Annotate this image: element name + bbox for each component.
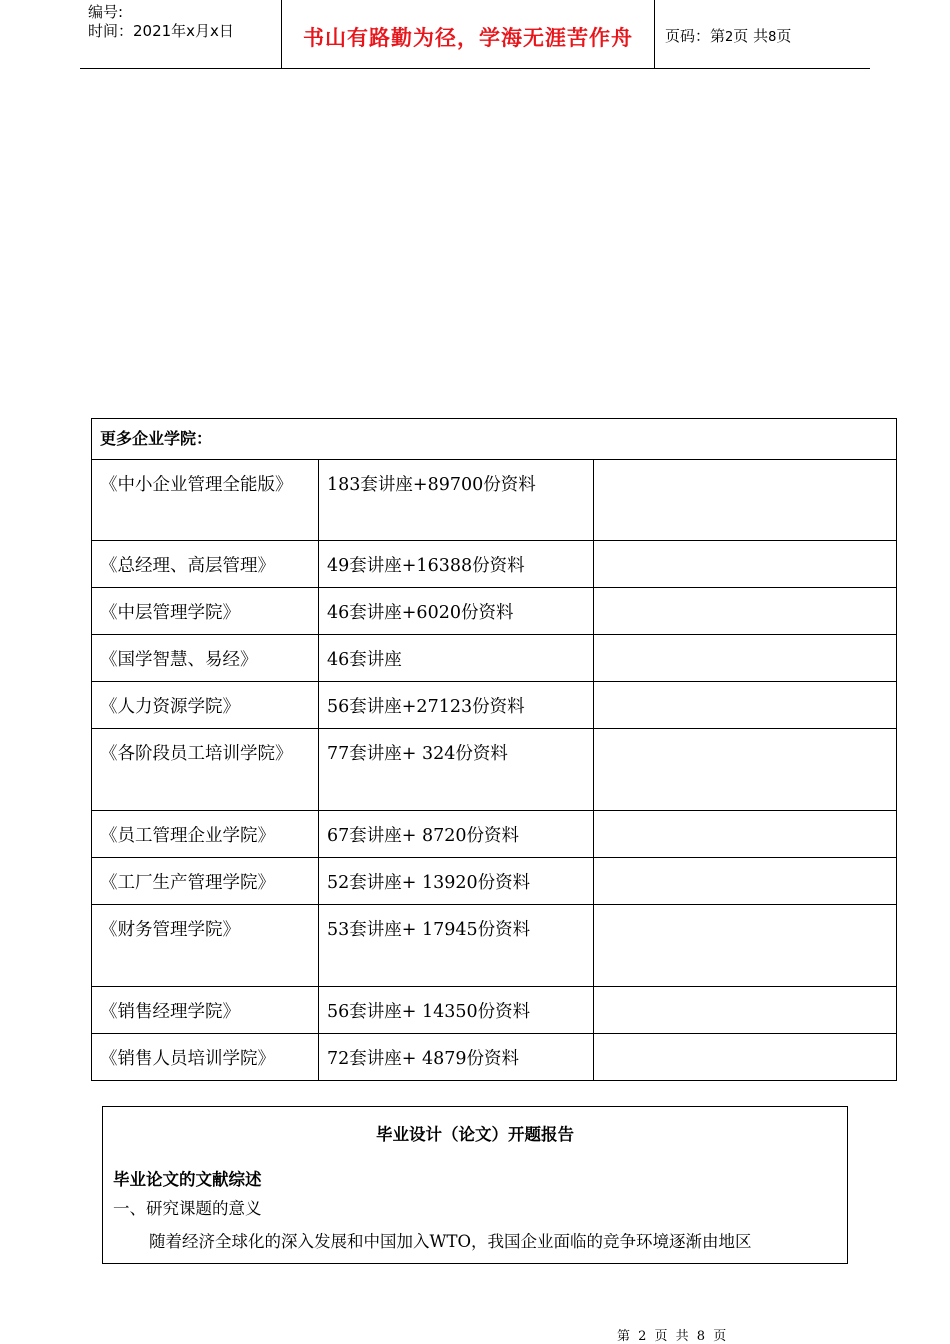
page-current: 2 — [725, 30, 734, 45]
table-row — [92, 987, 897, 1034]
academy-resources: 56套讲座+ 14350份资料 — [319, 987, 594, 1034]
academy-name: 《各阶段员工培训学院》 — [92, 729, 319, 811]
table-row — [92, 460, 897, 541]
academy-name: 《人力资源学院》 — [92, 682, 319, 729]
academy-empty-cell — [594, 858, 897, 905]
report-bottom-border — [102, 1263, 848, 1264]
academy-empty-cell — [594, 905, 897, 987]
table-row — [92, 729, 897, 811]
academy-empty-cell — [594, 682, 897, 729]
page-mid: 页 共 — [733, 27, 769, 45]
table-row — [92, 588, 897, 635]
report-heading: 毕业论文的文献综述 — [113, 1170, 262, 1189]
academy-name: 《工厂生产管理学院》 — [92, 858, 319, 905]
academy-name: 《销售经理学院》 — [92, 987, 319, 1034]
header-divider — [654, 0, 655, 68]
table-row — [92, 811, 897, 858]
academy-resources: 49套讲座+16388份资料 — [319, 541, 594, 588]
academy-name: 《销售人员培训学院》 — [92, 1034, 319, 1081]
document-number-label: 编号: — [88, 3, 124, 21]
page-suffix: 页 — [776, 27, 792, 45]
document-time: 时间：2021年x月x日 — [88, 22, 234, 40]
page-total: 8 — [768, 30, 777, 45]
academy-resources: 183套讲座+89700份资料 — [319, 460, 594, 541]
table-row — [92, 541, 897, 588]
academy-table-header — [92, 419, 897, 460]
academy-resources: 72套讲座+ 4879份资料 — [319, 1034, 594, 1081]
academy-resources: 53套讲座+ 17945份资料 — [319, 905, 594, 987]
academy-resources: 77套讲座+ 324份资料 — [319, 729, 594, 811]
table-row — [92, 635, 897, 682]
table-row — [92, 858, 897, 905]
header-page-number — [665, 25, 791, 46]
academy-name: 《中小企业管理全能版》 — [92, 460, 319, 541]
academy-empty-cell — [594, 460, 897, 541]
header-motto: 书山有路勤为径，学海无涯苦作舟 — [303, 26, 633, 50]
thesis-report-box — [102, 1106, 848, 1263]
academy-resources: 46套讲座+6020份资料 — [319, 588, 594, 635]
header-meta — [88, 3, 234, 41]
academy-resources: 52套讲座+ 13920份资料 — [319, 858, 594, 905]
table-row — [92, 905, 897, 987]
page-header — [80, 0, 870, 69]
report-paragraph: 随着经济全球化的深入发展和中国加入WTO，我国企业面临的竞争环境逐渐由地区 — [149, 1232, 752, 1251]
report-title: 毕业设计（论文）开题报告 — [376, 1125, 574, 1144]
academy-name: 《中层管理学院》 — [92, 588, 319, 635]
academy-empty-cell — [594, 811, 897, 858]
academy-resources: 46套讲座 — [319, 635, 594, 682]
academy-table — [91, 418, 897, 1081]
academy-empty-cell — [594, 635, 897, 682]
academy-empty-cell — [594, 588, 897, 635]
table-row — [92, 1034, 897, 1081]
academy-empty-cell — [594, 729, 897, 811]
academy-empty-cell — [594, 541, 897, 588]
academy-name: 《总经理、高层管理》 — [92, 541, 319, 588]
academy-name: 《国学智慧、易经》 — [92, 635, 319, 682]
academy-empty-cell — [594, 987, 897, 1034]
page-footer: 第 2 页 共 8 页 — [617, 1329, 729, 1344]
academy-resources: 56套讲座+27123份资料 — [319, 682, 594, 729]
report-section-title: 一、研究课题的意义 — [113, 1199, 262, 1218]
academy-heading: 更多企业学院： — [92, 419, 897, 460]
academy-name: 《员工管理企业学院》 — [92, 811, 319, 858]
academy-resources: 67套讲座+ 8720份资料 — [319, 811, 594, 858]
academy-name: 《财务管理学院》 — [92, 905, 319, 987]
page-prefix: 页码：第 — [665, 27, 726, 45]
table-row — [92, 682, 897, 729]
academy-empty-cell — [594, 1034, 897, 1081]
